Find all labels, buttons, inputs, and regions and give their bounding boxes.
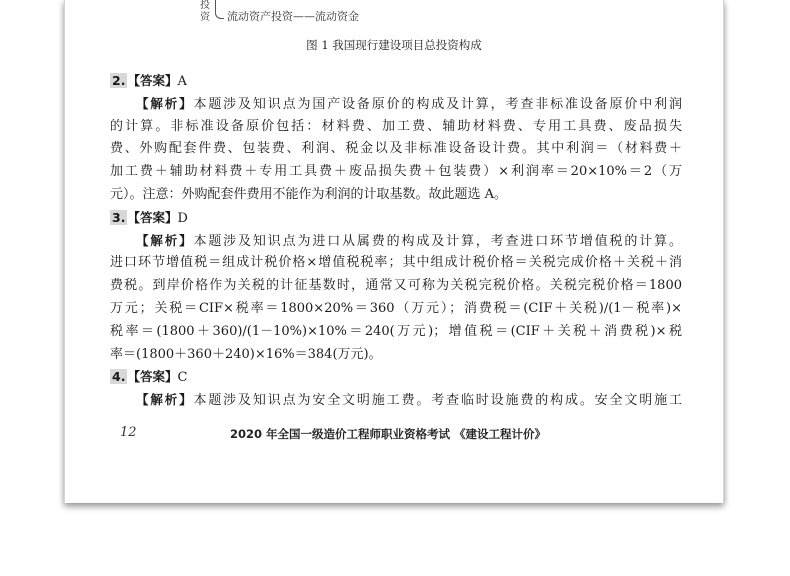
analysis-text: 本题涉及知识点为国产设备原价的构成及计算，考查非标准设备原价中利润: [193, 96, 682, 112]
analysis-text: 本题涉及知识点为安全文明施工费。考查临时设施费的构成。安全文明施工: [193, 393, 682, 409]
footer-title: 2020 年全国一级造价工程师职业资格考试 《建设工程计价》: [230, 427, 547, 441]
question-2-answer-line: [110, 70, 682, 93]
analysis-line: [110, 230, 682, 253]
tree-label: 投资: [200, 0, 210, 23]
answer-value: A: [177, 74, 187, 89]
question-3-answer-line: [110, 207, 682, 230]
analysis-line: 费税。到岸价格作为关税的计征基数时，通常又可称为关税完税价格。关税完税价格＝1800: [110, 278, 682, 294]
analysis-tag: 【解析】: [136, 232, 194, 248]
analysis-line: 进口环节增值税＝组成计税价格×增值税税率；其中组成计税价格＝关税完成价格＋关税＋消: [110, 255, 682, 271]
question-4-answer-line: [110, 366, 682, 389]
page-number: 12: [120, 425, 137, 440]
analysis-line: 税率＝(1800＋360)/(1－10%)×10%＝240(万元)；增值税＝(CIF＋关税＋消费税)×税: [110, 323, 682, 339]
analysis-line: [110, 389, 682, 412]
answer-tag: 【答案】: [127, 369, 178, 385]
analysis-tag: 【解析】: [136, 392, 194, 408]
analysis-line: 加工费＋辅助材料费＋专用工具费＋废品损失费＋包装费）×利润率＝20×10%＝2（万: [110, 164, 682, 180]
document-page: [64, 0, 724, 503]
analysis-line: 率＝(1800＋360＋240)×16%＝384(万元)。: [110, 346, 382, 362]
tree-bracket: [215, 0, 224, 19]
analysis-line: 万元；关税＝CIF×税率＝1800×20%＝360（万元）；消费税＝(CIF＋关税)/(1－税率)×: [110, 300, 682, 316]
answer-tag: 【答案】: [127, 73, 178, 88]
analysis-line: 费、外购配套件费、包装费、利润、税金以及非标准设备设计费。其中利润＝（材料费＋: [110, 141, 682, 157]
question-number: 2.: [112, 73, 126, 88]
question-number: 4.: [112, 369, 126, 385]
page-footer: [120, 425, 680, 443]
analysis-line: 的计算。非标准设备原价包括：材料费、加工费、辅助材料费、专用工具费、废品损失: [110, 118, 682, 134]
tree-item: 流动资产投资——流动资金: [227, 10, 359, 23]
answer-value: D: [177, 210, 188, 226]
analysis-line: [110, 93, 682, 116]
answer-value: C: [177, 370, 188, 386]
figure-caption: 图 1 我国现行建设项目总投资构成: [306, 38, 482, 52]
analysis-tag: 【解析】: [136, 95, 194, 111]
question-number: 3.: [112, 209, 126, 225]
answer-tag: 【答案】: [127, 209, 178, 225]
analysis-line: 元）。注意：外购配套件费用不能作为利润的计取基数。故此题选 A。: [110, 186, 508, 202]
answer-text: [110, 70, 682, 412]
analysis-text: 本题涉及知识点为进口从属费的构成及计算，考查进口环节增值税的计算。: [193, 233, 682, 249]
